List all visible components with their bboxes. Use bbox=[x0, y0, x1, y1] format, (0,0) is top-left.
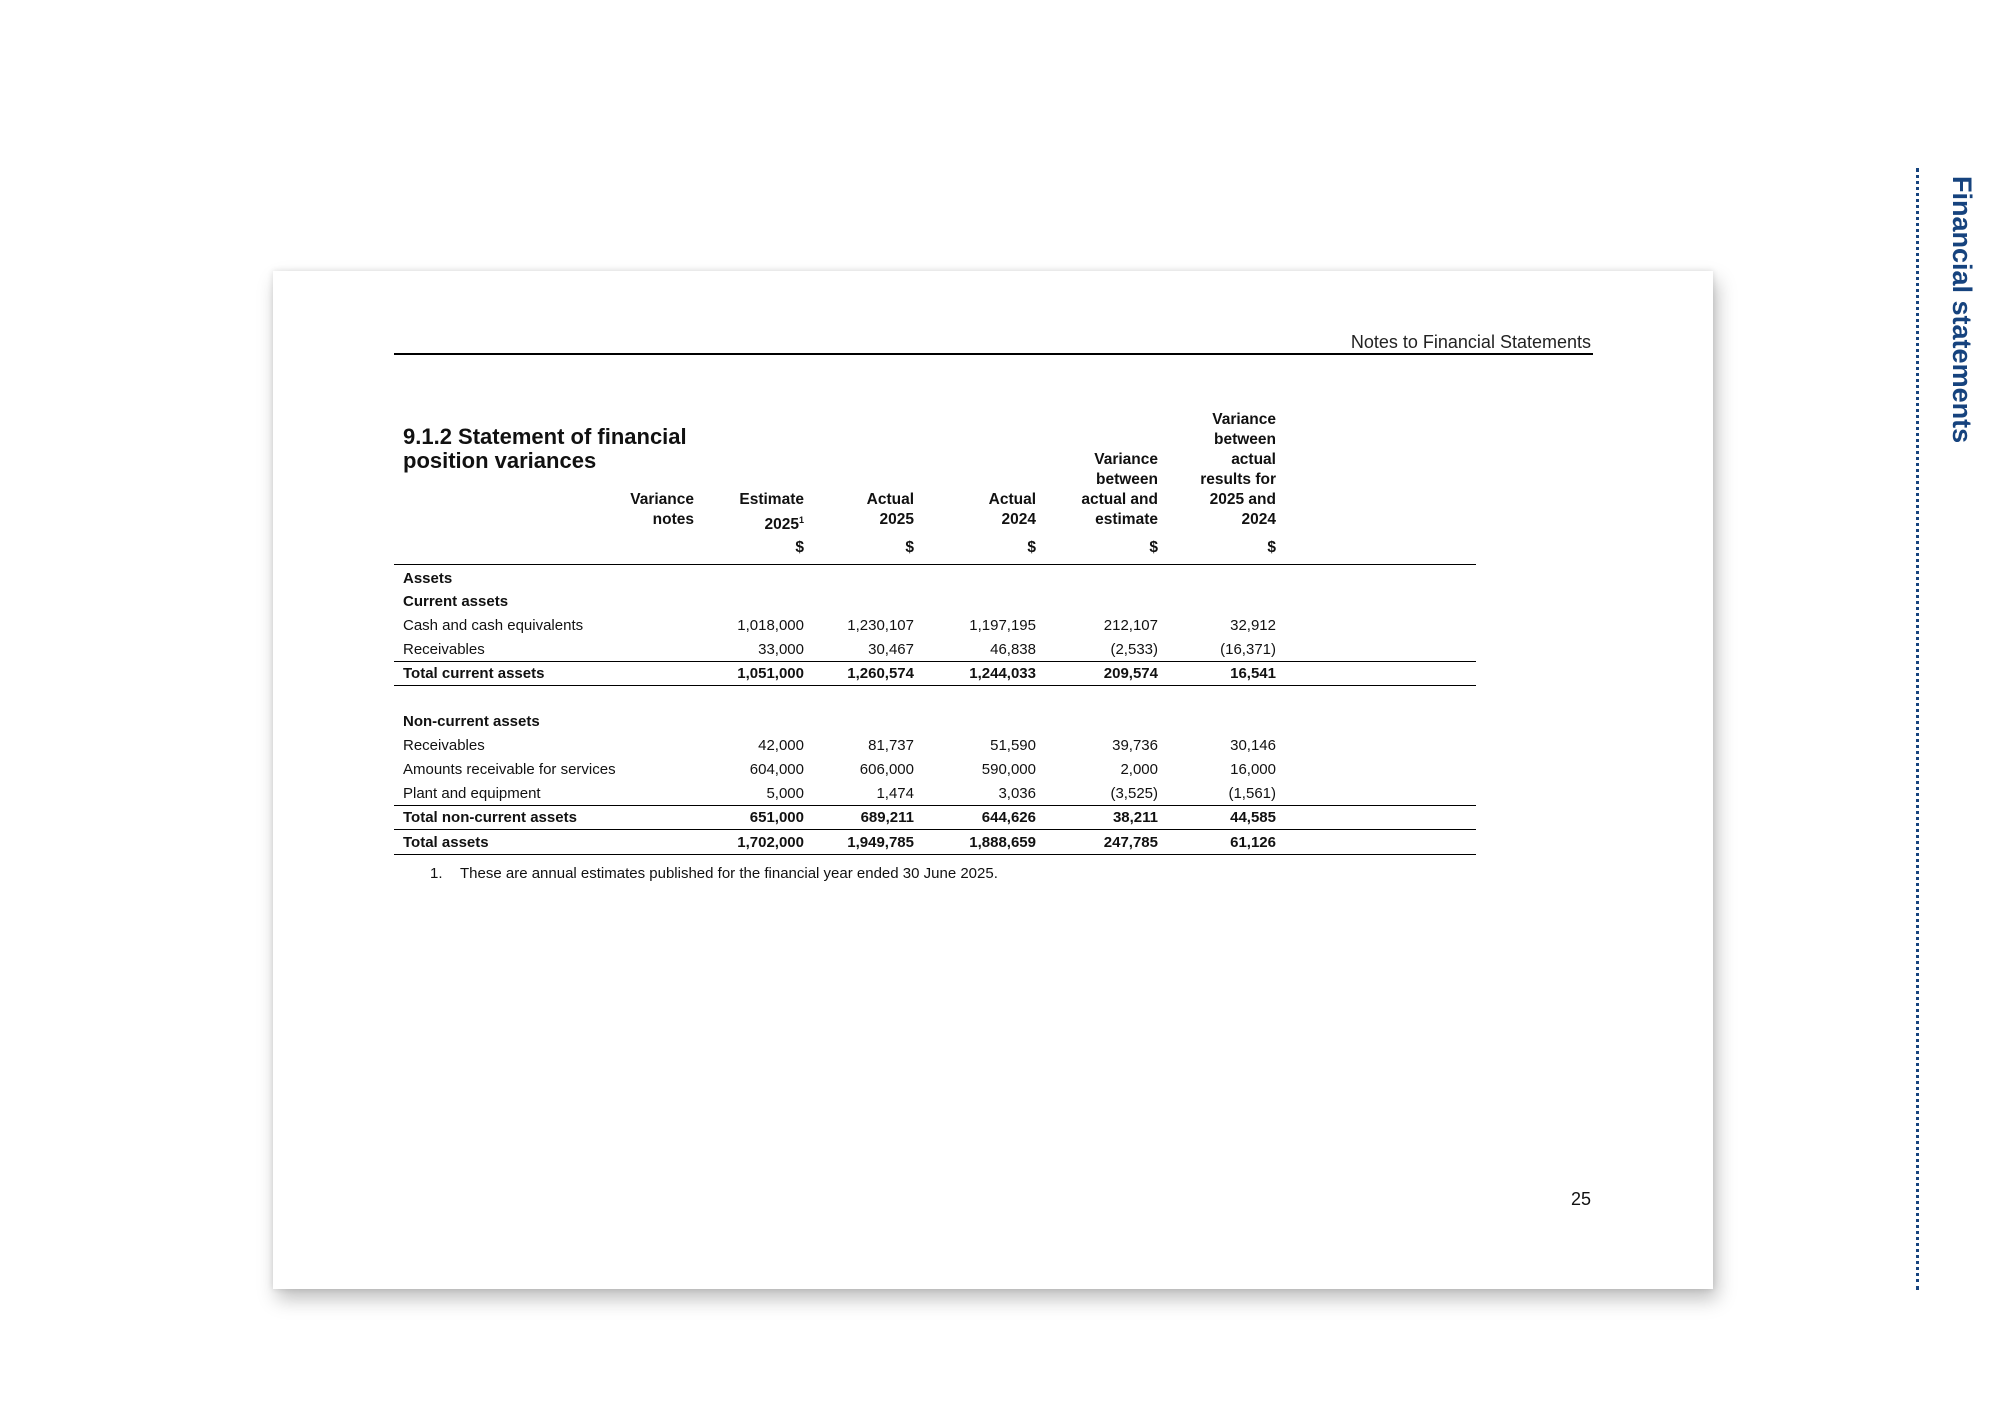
currency-label: $ bbox=[1027, 539, 1036, 556]
row-label: Total assets bbox=[403, 834, 489, 851]
cell-value: 1,018,000 bbox=[737, 617, 804, 634]
cell-value: 1,702,000 bbox=[737, 834, 804, 851]
cell-value: 30,146 bbox=[1230, 737, 1276, 754]
cell-value: (1,561) bbox=[1228, 785, 1276, 802]
sidebar-dotted-rule bbox=[1916, 168, 1919, 1290]
cell-value: 16,541 bbox=[1230, 665, 1276, 682]
cell-value: 1,244,033 bbox=[969, 665, 1036, 682]
cell-value: (16,371) bbox=[1220, 641, 1276, 658]
cell-value: 51,590 bbox=[990, 737, 1036, 754]
cell-value: 5,000 bbox=[766, 785, 804, 802]
cell-value: 1,051,000 bbox=[737, 665, 804, 682]
table-header-rule bbox=[394, 564, 1476, 565]
row-label: Non-current assets bbox=[403, 713, 540, 730]
column-header bbox=[989, 490, 1036, 530]
cell-value: 42,000 bbox=[758, 737, 804, 754]
cell-value: 30,467 bbox=[868, 641, 914, 658]
footnote-text: These are annual estimates published for the financial year ended 30 June 2025. bbox=[460, 865, 998, 882]
column-header bbox=[739, 490, 804, 535]
currency-label: $ bbox=[795, 539, 804, 556]
cell-value: 61,126 bbox=[1230, 834, 1276, 851]
total-assets-bottom-rule bbox=[394, 854, 1476, 855]
cell-value: 1,949,785 bbox=[847, 834, 914, 851]
table-row bbox=[403, 734, 1476, 758]
table-row bbox=[403, 614, 1476, 638]
column-header-label: Actual 2024 bbox=[988, 491, 1036, 528]
row-label: Total current assets bbox=[403, 665, 545, 682]
section-title: 9.1.2 Statement of financial position variances bbox=[403, 424, 687, 473]
column-header-footnote-ref: 1 bbox=[798, 515, 804, 525]
cell-value: 16,000 bbox=[1230, 761, 1276, 778]
cell-value: 209,574 bbox=[1103, 665, 1158, 682]
table-row bbox=[403, 831, 1476, 855]
row-label: Current assets bbox=[403, 593, 509, 610]
cell-value: 247,785 bbox=[1103, 834, 1158, 851]
sidebar-section-title: Financial statements bbox=[1947, 176, 1977, 444]
footnote bbox=[430, 865, 998, 882]
column-header-label: Variance between actual and estimate bbox=[1081, 451, 1158, 528]
cell-value: 644,626 bbox=[981, 809, 1036, 826]
cell-value: 689,211 bbox=[860, 809, 914, 826]
cell-value: (3,525) bbox=[1110, 785, 1158, 802]
cell-value: 1,888,659 bbox=[969, 834, 1036, 851]
table-row bbox=[403, 806, 1476, 830]
cell-value: 212,107 bbox=[1103, 617, 1158, 634]
cell-value: 1,197,195 bbox=[969, 617, 1036, 634]
cell-value: 39,736 bbox=[1112, 737, 1158, 754]
row-label: Amounts receivable for services bbox=[403, 761, 616, 778]
cell-value: (2,533) bbox=[1110, 641, 1158, 658]
row-label: Receivables bbox=[403, 737, 485, 754]
row-label: Assets bbox=[403, 570, 453, 587]
cell-value: 604,000 bbox=[749, 761, 804, 778]
row-label: Plant and equipment bbox=[403, 785, 541, 802]
column-header-label: Actual 2025 bbox=[866, 491, 914, 528]
column-header-label: Variance between actual results for 2025 and 2024 bbox=[1200, 411, 1276, 528]
page-number: 25 bbox=[1570, 1189, 1591, 1209]
total-current-bottom-rule bbox=[394, 685, 1476, 686]
column-header-label: Variance notes bbox=[630, 491, 694, 528]
column-header bbox=[867, 490, 914, 530]
cell-value: 32,912 bbox=[1230, 617, 1276, 634]
table-row bbox=[403, 590, 1476, 614]
cell-value: 651,000 bbox=[749, 809, 804, 826]
column-header bbox=[1200, 410, 1276, 530]
currency-label: $ bbox=[905, 539, 914, 556]
table-row bbox=[403, 758, 1476, 782]
row-label: Cash and cash equivalents bbox=[403, 617, 584, 634]
table-row bbox=[403, 567, 1476, 591]
table-row bbox=[403, 782, 1476, 806]
table-row bbox=[403, 662, 1476, 686]
cell-value: 1,230,107 bbox=[847, 617, 914, 634]
table-row bbox=[403, 710, 1476, 734]
cell-value: 81,737 bbox=[868, 737, 914, 754]
cell-value: 590,000 bbox=[981, 761, 1036, 778]
cell-value: 38,211 bbox=[1112, 809, 1158, 826]
running-header: Notes to Financial Statements bbox=[1350, 332, 1591, 352]
row-label: Total non-current assets bbox=[403, 809, 577, 826]
table-row bbox=[403, 638, 1476, 662]
row-label: Receivables bbox=[403, 641, 485, 658]
cell-value: 33,000 bbox=[758, 641, 804, 658]
cell-value: 46,838 bbox=[990, 641, 1036, 658]
cell-value: 3,036 bbox=[998, 785, 1036, 802]
column-header-label: Estimate 2025 bbox=[739, 491, 804, 534]
column-header bbox=[630, 490, 694, 530]
currency-label: $ bbox=[1149, 539, 1158, 556]
currency-label: $ bbox=[1267, 539, 1276, 556]
total-noncurrent-top-rule bbox=[394, 805, 1476, 806]
total-assets-top-rule bbox=[394, 829, 1476, 830]
cell-value: 44,585 bbox=[1230, 809, 1276, 826]
cell-value: 2,000 bbox=[1120, 761, 1158, 778]
cell-value: 1,260,574 bbox=[847, 665, 914, 682]
header-rule bbox=[394, 353, 1593, 355]
footnote-number: 1. bbox=[430, 865, 443, 882]
column-header bbox=[1081, 450, 1158, 530]
document-page bbox=[273, 271, 1713, 1289]
total-current-top-rule bbox=[394, 661, 1476, 662]
cell-value: 606,000 bbox=[859, 761, 914, 778]
cell-value: 1,474 bbox=[876, 785, 914, 802]
